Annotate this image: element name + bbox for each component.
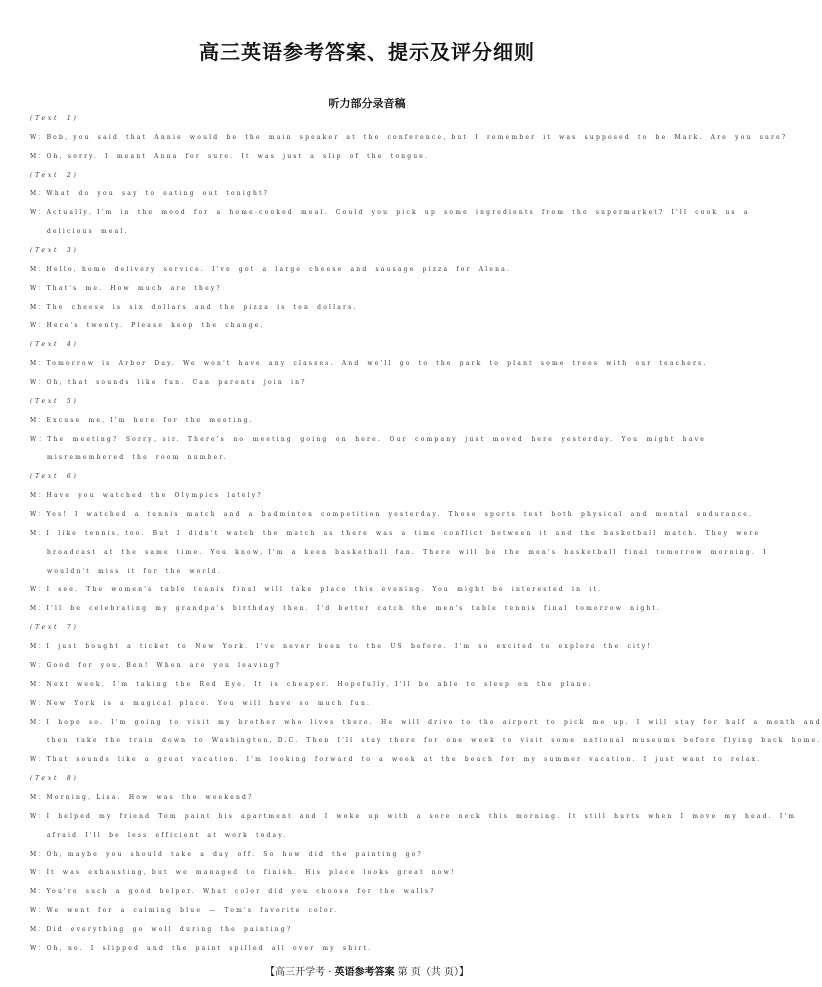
dialogue-line: W：Oh，that sounds like fun. Can parents join in?: [30, 379, 307, 387]
dialogue-line: M：Did everything go well during the painting?: [30, 925, 293, 933]
dialogue-line: M：I just bought a ticket to New York. I've never been to the US before. I'm so excited to explore the city!: [30, 643, 652, 651]
dialogue-line: delicious meal.: [47, 228, 129, 236]
dialogue-line: misremembered the room number.: [47, 454, 228, 462]
dialogue-line: W：That's me. How much are they?: [30, 284, 222, 292]
dialogue-line: W：That sounds like a great vacation. I'm looking forward to a week at the beach for my summer vacation. I just want to relax.: [30, 756, 762, 764]
page-footer: [0, 963, 734, 978]
dialogue-line: W：Here's twenty. Please keep the change.: [30, 322, 265, 330]
dialogue-line: W：I helped my friend Tom paint his apartment and I woke up with a sore neck this morning. It still hurts when I move my head. I'm: [30, 812, 797, 820]
dialogue-line: W：Oh，no. I slipped and the paint spilled all over my shirt.: [30, 944, 373, 952]
dialogue-line: M：You're such a good helper. What color did you choose for the walls?: [30, 888, 436, 896]
dialogue-line: M：Tomorrow is Arbor Day. We won't have any classes. And we'll go to the park to plant some trees with our teachers.: [30, 360, 708, 368]
text-heading: (Text 8): [30, 775, 79, 783]
dialogue-line: W：Good for you，Ben! When are you leaving?: [30, 661, 282, 669]
dialogue-line: M：Oh，sorry. I meant Anna for sure. It was just a slip of the tongue.: [30, 152, 430, 160]
dialogue-line: W：The meeting? Sorry，sir. There's no meeting going on here. Our company just moved here yesterday. You might have: [30, 435, 706, 443]
text-heading: (Text 6): [30, 473, 79, 481]
dialogue-line: M：I hope so. I'm going to visit my brother who lives there. He will drive to the airport to pick me up. I will stay for half a month and: [30, 718, 822, 726]
text-heading: (Text 4): [30, 341, 79, 349]
dialogue-line: M：Next week. I'm taking the Red Eye. It is cheaper. Hopefully，I'll be able to sleep on the plane.: [30, 680, 593, 688]
text-heading: (Text 2): [30, 171, 79, 179]
dialogue-line: afraid I'll be less efficient at work today.: [47, 831, 288, 839]
dialogue-line: M：Morning，Lisa. How was the weekend?: [30, 793, 254, 801]
text-heading: (Text 1): [30, 115, 79, 122]
dialogue-line: W：I see. The women's table tennis final will take place this evening. You might be interested in it.: [30, 586, 603, 594]
dialogue-line: then take the train down to Washington，D.C. Then I'll stay there for one week to visit some national museums before flying back home.: [47, 737, 822, 745]
dialogue-line: M：The cheese is six dollars and the pizza is ten dollars.: [30, 303, 358, 311]
footer-subject: 英语参考答案: [334, 967, 395, 978]
dialogue-line: W：Yes! I watched a tennis match and a badminton competition yesterday. Those sports test both physical and mental endurance.: [30, 511, 754, 519]
dialogue-line: W：Actually，I'm in the mood for a home-cooked meal. Could you pick up some ingredients from the supermarket? I'll cook us a: [30, 209, 750, 217]
dialogue-line: M：Oh，maybe you should take a day off. So how did the painting go?: [30, 850, 423, 858]
transcript: [30, 115, 822, 965]
section-heading: 听力部分录音稿: [328, 97, 406, 110]
footer-close-bracket: 】: [459, 967, 470, 978]
dialogue-line: broadcast at the same time. You know，I'm a keen basketball fan. There will be the men's basketball final tomorrow morning. I: [47, 548, 768, 556]
dialogue-line: M：I like tennis，too. But I didn't watch the match as there was a time conflict between it and the basketball match. They were: [30, 529, 761, 537]
text-heading: (Text 3): [30, 247, 79, 255]
dialogue-line: W：Bob，you said that Annie would be the main speaker at the conference，but I remember it was supposed to be Mark. Are you sure?: [30, 133, 788, 141]
dialogue-line: W：We went for a calming blue — Tom's favorite color.: [30, 907, 339, 915]
dialogue-line: W：New York is a magical place. You will have so much fun.: [30, 699, 372, 707]
footer-open-bracket: 【: [264, 967, 275, 978]
dialogue-line: M：Excuse me，I'm here for the meeting.: [30, 416, 254, 424]
dialogue-line: M：Hello，home delivery service. I've got a large cheese and sausage pizza for Alena.: [30, 265, 512, 273]
dialogue-line: W：It was exhausting，but we managed to finish. His place looks great now!: [30, 869, 456, 877]
text-heading: (Text 5): [30, 397, 79, 405]
footer-page-number: 第 页（共 页）: [394, 967, 460, 978]
text-heading: (Text 7): [30, 624, 79, 632]
dialogue-line: M：What do you say to eating out tonight?: [30, 190, 270, 198]
dialogue-line: M：I'll be celebrating my grandpa's birthday then. I'd better catch the men's table tennis final tomorrow night.: [30, 605, 662, 613]
footer-exam-name: 高三开学考 ·: [274, 967, 335, 978]
dialogue-line: wouldn't miss it for the world.: [47, 567, 222, 575]
dialogue-line: M：Have you watched the Olympics lately?: [30, 492, 263, 500]
document-title: 高三英语参考答案、提示及评分细则: [199, 40, 535, 64]
